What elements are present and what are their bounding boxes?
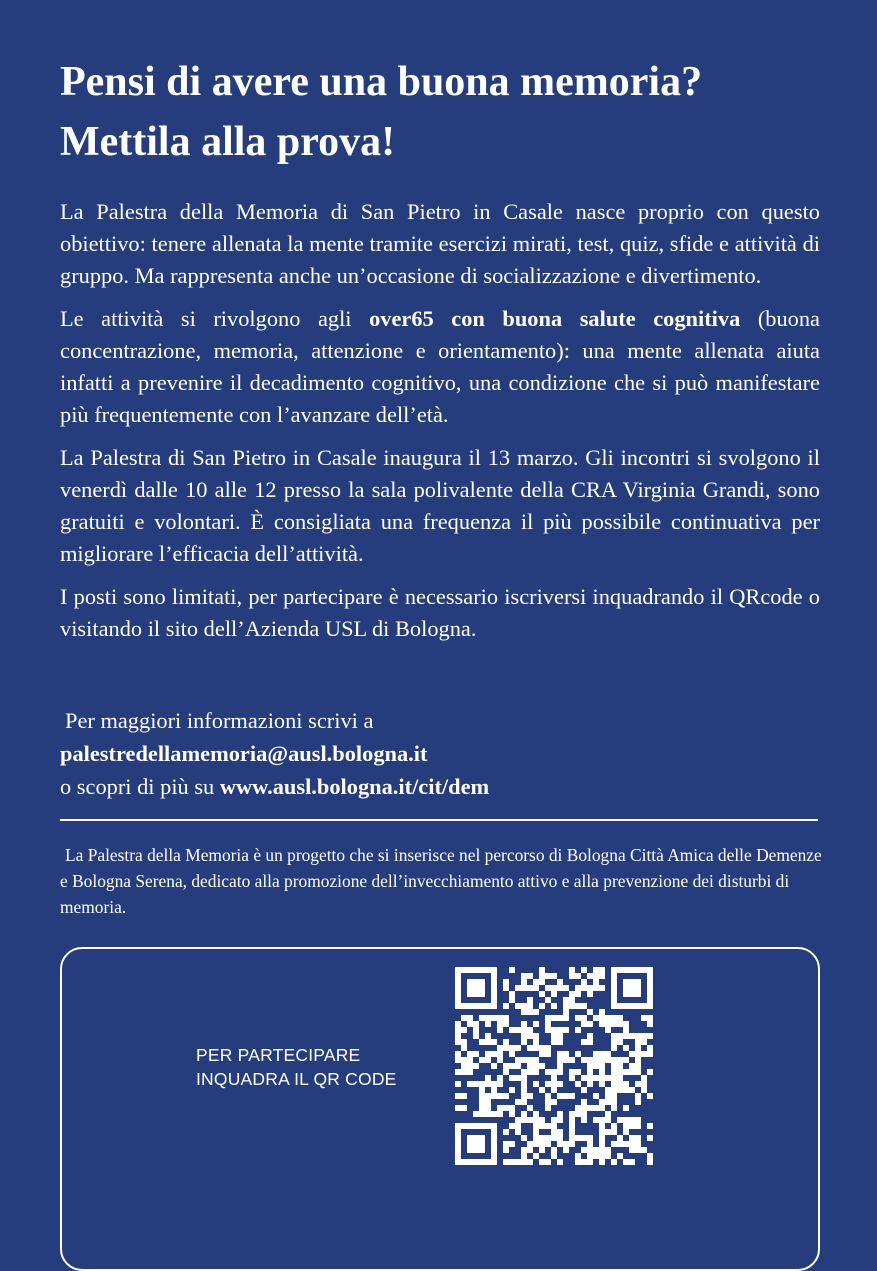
paragraph-intro: La Palestra della Memoria di San Pietro in Casale nasce proprio con questo obiettivo: tenere allenata la mente tramite esercizi mirati, test, quiz, sfide e attività di gruppo. Ma rappresenta anche un’occasione di socializzazione e divertimento.	[60, 199, 820, 288]
contact-info	[60, 704, 820, 803]
paragraph-registration: I posti sono limitati, per partecipare è necessario iscriversi inquadrando il QRcode o visitando il sito dell’Azienda USL di Bologna.	[60, 584, 820, 641]
contact-website-prefix: o scopri di più su	[60, 774, 220, 799]
contact-website-link[interactable]: www.ausl.bologna.it/cit/dem	[219, 774, 490, 799]
paragraph-target-end: (buona concentrazione, memoria, attenzione e orientamento): una mente allenata aiuta infatti a prevenire il decadimento cognitivo, una condizione che si può manifestare più frequentemente con l’avanzare dell’età.	[60, 306, 820, 427]
qr-label-line-2: INQUADRA IL QR CODE	[196, 1069, 397, 1089]
qr-box	[60, 947, 820, 1271]
paragraph-schedule: La Palestra di San Pietro in Casale inaugura il 13 marzo. Gli incontri si svolgono il venerdì dalle 10 alle 12 presso la sala polivalente della CRA Virginia Grandi, sono gratuiti e volontari. È consigliata una frequenza il più possibile continuativa per migliorare l’efficacia dell’attività.	[60, 445, 820, 566]
footnote	[60, 842, 822, 920]
headline-line-2: Mettila alla prova!	[60, 119, 396, 165]
headline	[60, 52, 850, 172]
qr-code-icon[interactable]	[455, 967, 653, 1165]
divider	[60, 819, 818, 821]
qr-label-line-1: PER PARTECIPARE	[196, 1045, 361, 1065]
contact-email-link[interactable]: palestredellamemoria@ausl.bologna.it	[60, 741, 428, 766]
headline-line-1: Pensi di avere una buona memoria?	[60, 59, 703, 105]
paragraph-target-start: Le attività si rivolgono agli	[60, 306, 370, 331]
qr-label	[196, 1043, 446, 1091]
paragraph-target-highlight: over65 con buona salute cognitiva	[369, 306, 741, 331]
paragraph-target	[60, 303, 820, 431]
body-text	[60, 196, 820, 656]
contact-intro: Per maggiori informazioni scrivi a	[65, 708, 374, 733]
footnote-text: La Palestra della Memoria è un progetto che si inserisce nel percorso di Bologna Città Amica delle Demenze e Bologna Serena, dedicato alla promozione dell’invecchiamento attivo e alla prevenzione dei disturbi di memoria.	[60, 845, 822, 917]
